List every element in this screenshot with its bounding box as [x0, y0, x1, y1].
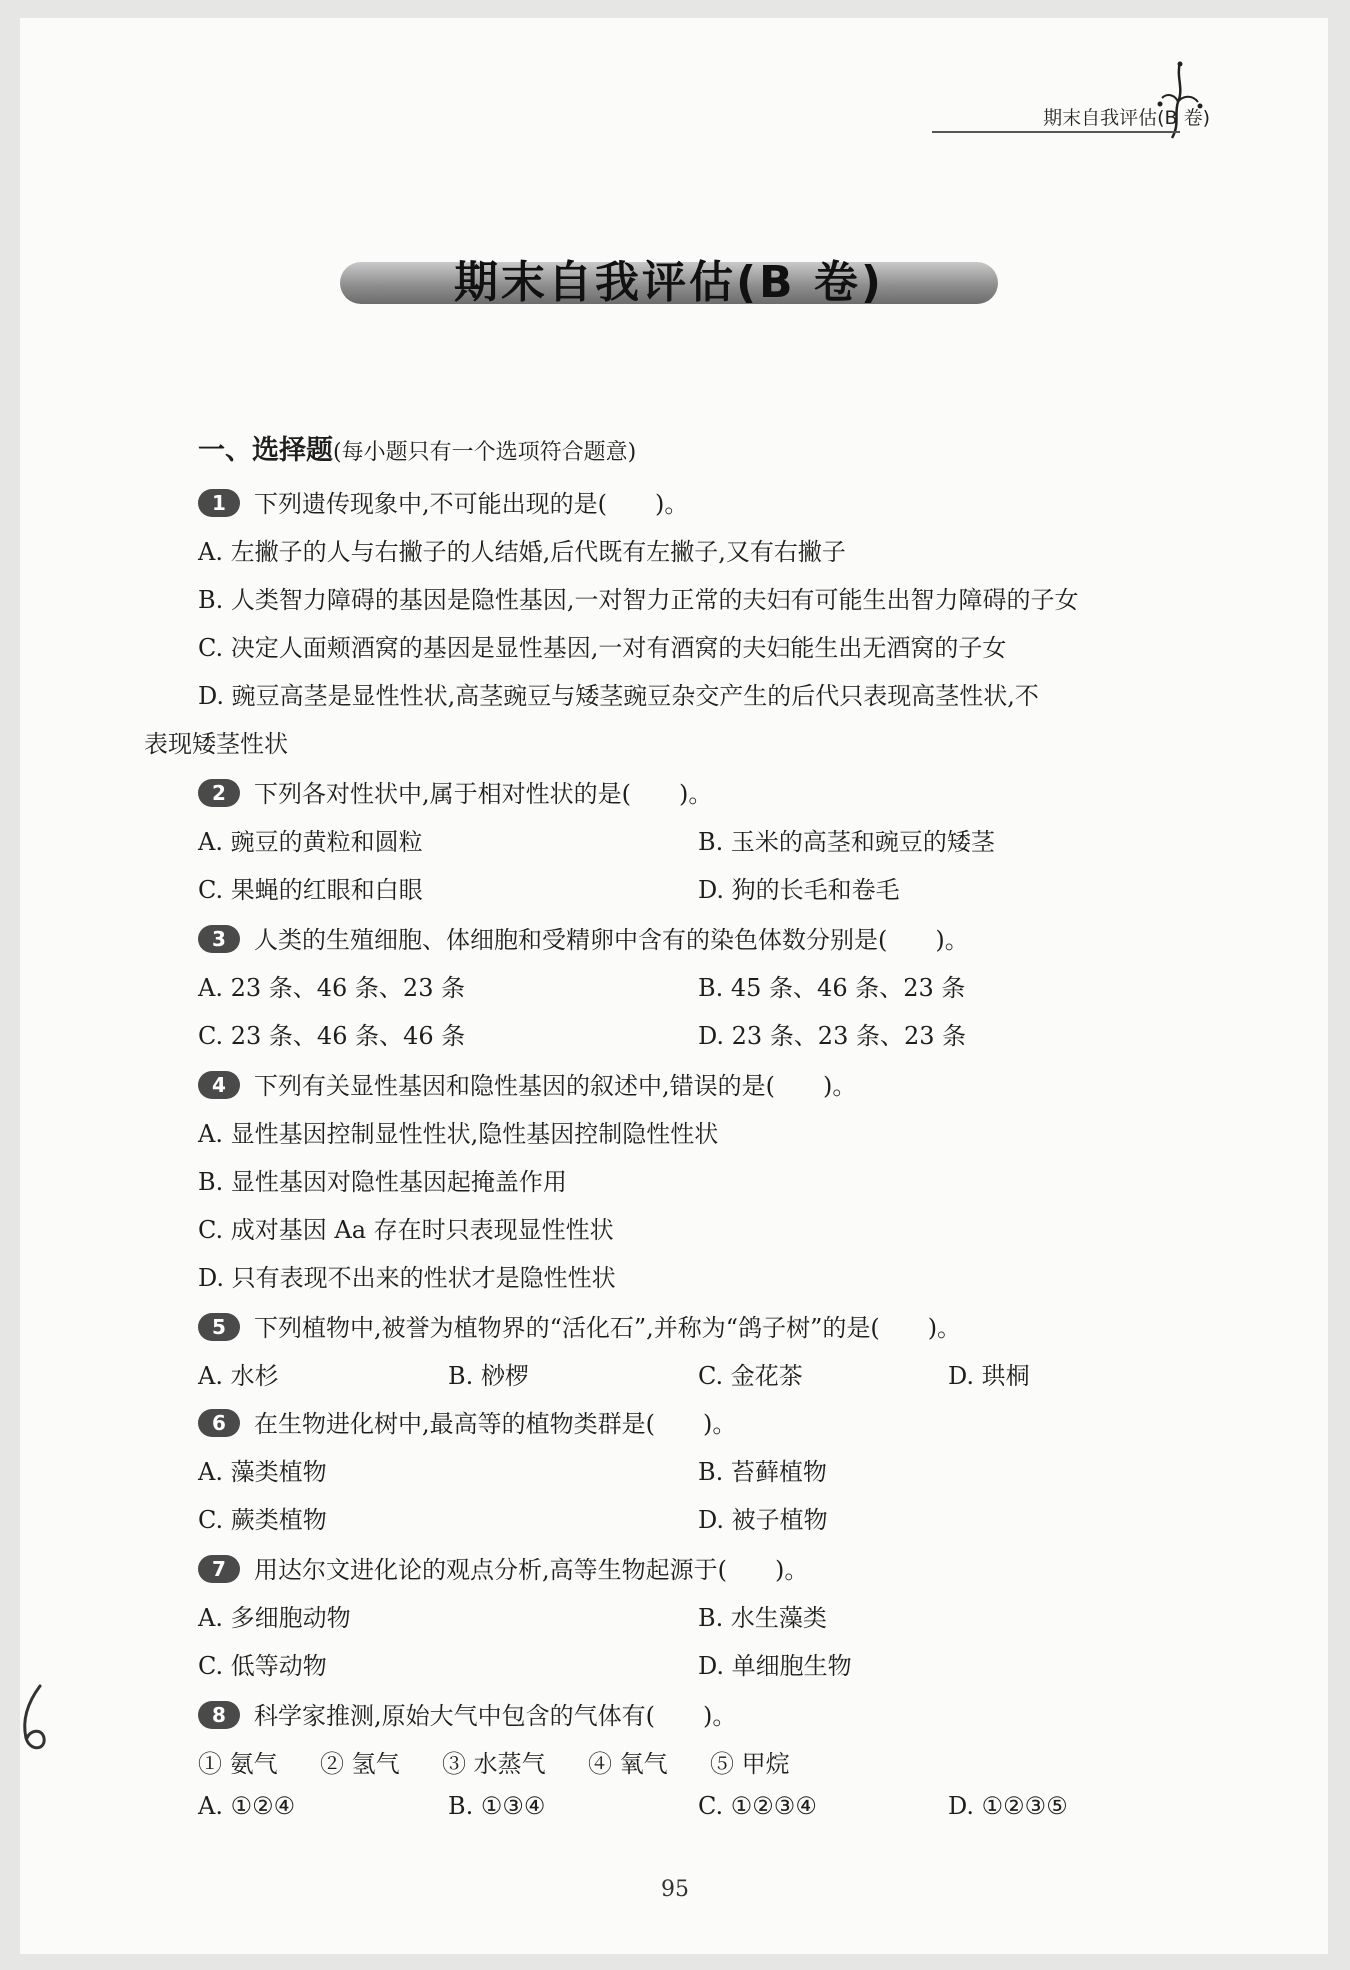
question-5-option-b: B. 桫椤	[448, 1362, 529, 1390]
question-1-option-d-cont: 表现矮茎性状	[144, 730, 288, 758]
question-8-stem	[198, 1696, 736, 1731]
running-header: 期末自我评估(B 卷)	[1043, 107, 1210, 129]
question-8-item-5: ⑤ 甲烷	[710, 1750, 790, 1778]
question-3-option-b: B. 45 条、46 条、23 条	[698, 974, 966, 1002]
question-5-option-a: A. 水杉	[198, 1362, 279, 1390]
question-stem-text: 人类的生殖细胞、体细胞和受精卵中含有的染色体数分别是( )。	[254, 926, 969, 954]
question-4-option-a: A. 显性基因控制显性性状,隐性基因控制隐性性状	[198, 1120, 719, 1148]
question-8-item-2: ② 氢气	[320, 1750, 400, 1778]
question-8-option-c: C. ①②③④	[698, 1792, 817, 1820]
question-7-option-c: C. 低等动物	[198, 1652, 327, 1680]
question-1-option-a: A. 左撇子的人与右撇子的人结婚,后代既有左撇子,又有右撇子	[198, 538, 846, 566]
question-1-stem	[198, 484, 688, 519]
section-heading	[198, 428, 636, 467]
question-1-option-d: D. 豌豆高茎是显性性状,高茎豌豆与矮茎豌豆杂交产生的后代只表现高茎性状,不	[198, 682, 1039, 710]
question-5-option-d: D. 珙桐	[948, 1362, 1030, 1390]
question-8-option-a: A. ①②④	[198, 1792, 296, 1820]
question-7-stem	[198, 1550, 808, 1585]
question-8-item-4: ④ 氧气	[588, 1750, 668, 1778]
question-3-option-d: D. 23 条、23 条、23 条	[698, 1022, 967, 1050]
question-number-badge: 8	[198, 1701, 240, 1729]
question-6-option-a: A. 藻类植物	[198, 1458, 327, 1486]
question-stem-text: 下列各对性状中,属于相对性状的是( )。	[254, 780, 713, 808]
handwritten-mark-icon	[10, 1680, 60, 1760]
question-number-badge: 3	[198, 925, 240, 953]
question-stem-text: 下列有关显性基因和隐性基因的叙述中,错误的是( )。	[254, 1072, 857, 1100]
question-7-option-d: D. 单细胞生物	[698, 1652, 852, 1680]
question-5-option-c: C. 金花茶	[698, 1362, 803, 1390]
question-stem-text: 下列遗传现象中,不可能出现的是( )。	[254, 490, 689, 518]
question-8-item-1: ① 氨气	[198, 1750, 278, 1778]
question-5-stem	[198, 1308, 961, 1343]
question-6-stem	[198, 1404, 736, 1439]
question-3-stem	[198, 920, 969, 955]
question-stem-text: 用达尔文进化论的观点分析,高等生物起源于( )。	[254, 1556, 809, 1584]
question-8-option-d: D. ①②③⑤	[948, 1792, 1068, 1820]
question-2-option-b: B. 玉米的高茎和豌豆的矮茎	[698, 828, 995, 856]
header-rule	[932, 131, 1180, 133]
question-2-option-c: C. 果蝇的红眼和白眼	[198, 876, 423, 904]
section-note: (每小题只有一个选项符合题意)	[333, 440, 637, 465]
question-2-option-d: D. 狗的长毛和卷毛	[698, 876, 900, 904]
question-number-badge: 1	[198, 489, 240, 517]
question-7-option-a: A. 多细胞动物	[198, 1604, 351, 1632]
question-8-option-b: B. ①③④	[448, 1792, 546, 1820]
question-1-option-c: C. 决定人面颊酒窝的基因是显性基因,一对有酒窝的夫妇能生出无酒窝的子女	[198, 634, 1007, 662]
question-number-badge: 6	[198, 1409, 240, 1437]
question-4-stem	[198, 1066, 856, 1101]
question-4-option-d: D. 只有表现不出来的性状才是隐性性状	[198, 1264, 616, 1292]
question-number-badge: 2	[198, 779, 240, 807]
question-stem-text: 在生物进化树中,最高等的植物类群是( )。	[254, 1410, 737, 1438]
question-2-stem	[198, 774, 712, 809]
section-title: 一、选择题	[198, 435, 333, 466]
question-6-option-b: B. 苔藓植物	[698, 1458, 827, 1486]
question-3-option-c: C. 23 条、46 条、46 条	[198, 1022, 466, 1050]
question-8-item-3: ③ 水蒸气	[442, 1750, 546, 1778]
question-stem-text: 科学家推测,原始大气中包含的气体有( )。	[254, 1702, 737, 1730]
question-6-option-d: D. 被子植物	[698, 1506, 828, 1534]
question-stem-text: 下列植物中,被誉为植物界的“活化石”,并称为“鸽子树”的是( )。	[254, 1314, 962, 1342]
question-number-badge: 5	[198, 1313, 240, 1341]
page-title: 期末自我评估(B 卷)	[453, 257, 885, 308]
question-2-option-a: A. 豌豆的黄粒和圆粒	[198, 828, 423, 856]
question-3-option-a: A. 23 条、46 条、23 条	[198, 974, 466, 1002]
question-1-option-b: B. 人类智力障碍的基因是隐性基因,一对智力正常的夫妇有可能生出智力障碍的子女	[198, 586, 1079, 614]
question-number-badge: 4	[198, 1071, 240, 1099]
question-number-badge: 7	[198, 1555, 240, 1583]
question-7-option-b: B. 水生藻类	[698, 1604, 827, 1632]
question-4-option-b: B. 显性基因对隐性基因起掩盖作用	[198, 1168, 567, 1196]
page-number: 95	[661, 1877, 689, 1902]
question-4-option-c: C. 成对基因 Aa 存在时只表现显性性状	[198, 1216, 614, 1244]
question-6-option-c: C. 蕨类植物	[198, 1506, 327, 1534]
